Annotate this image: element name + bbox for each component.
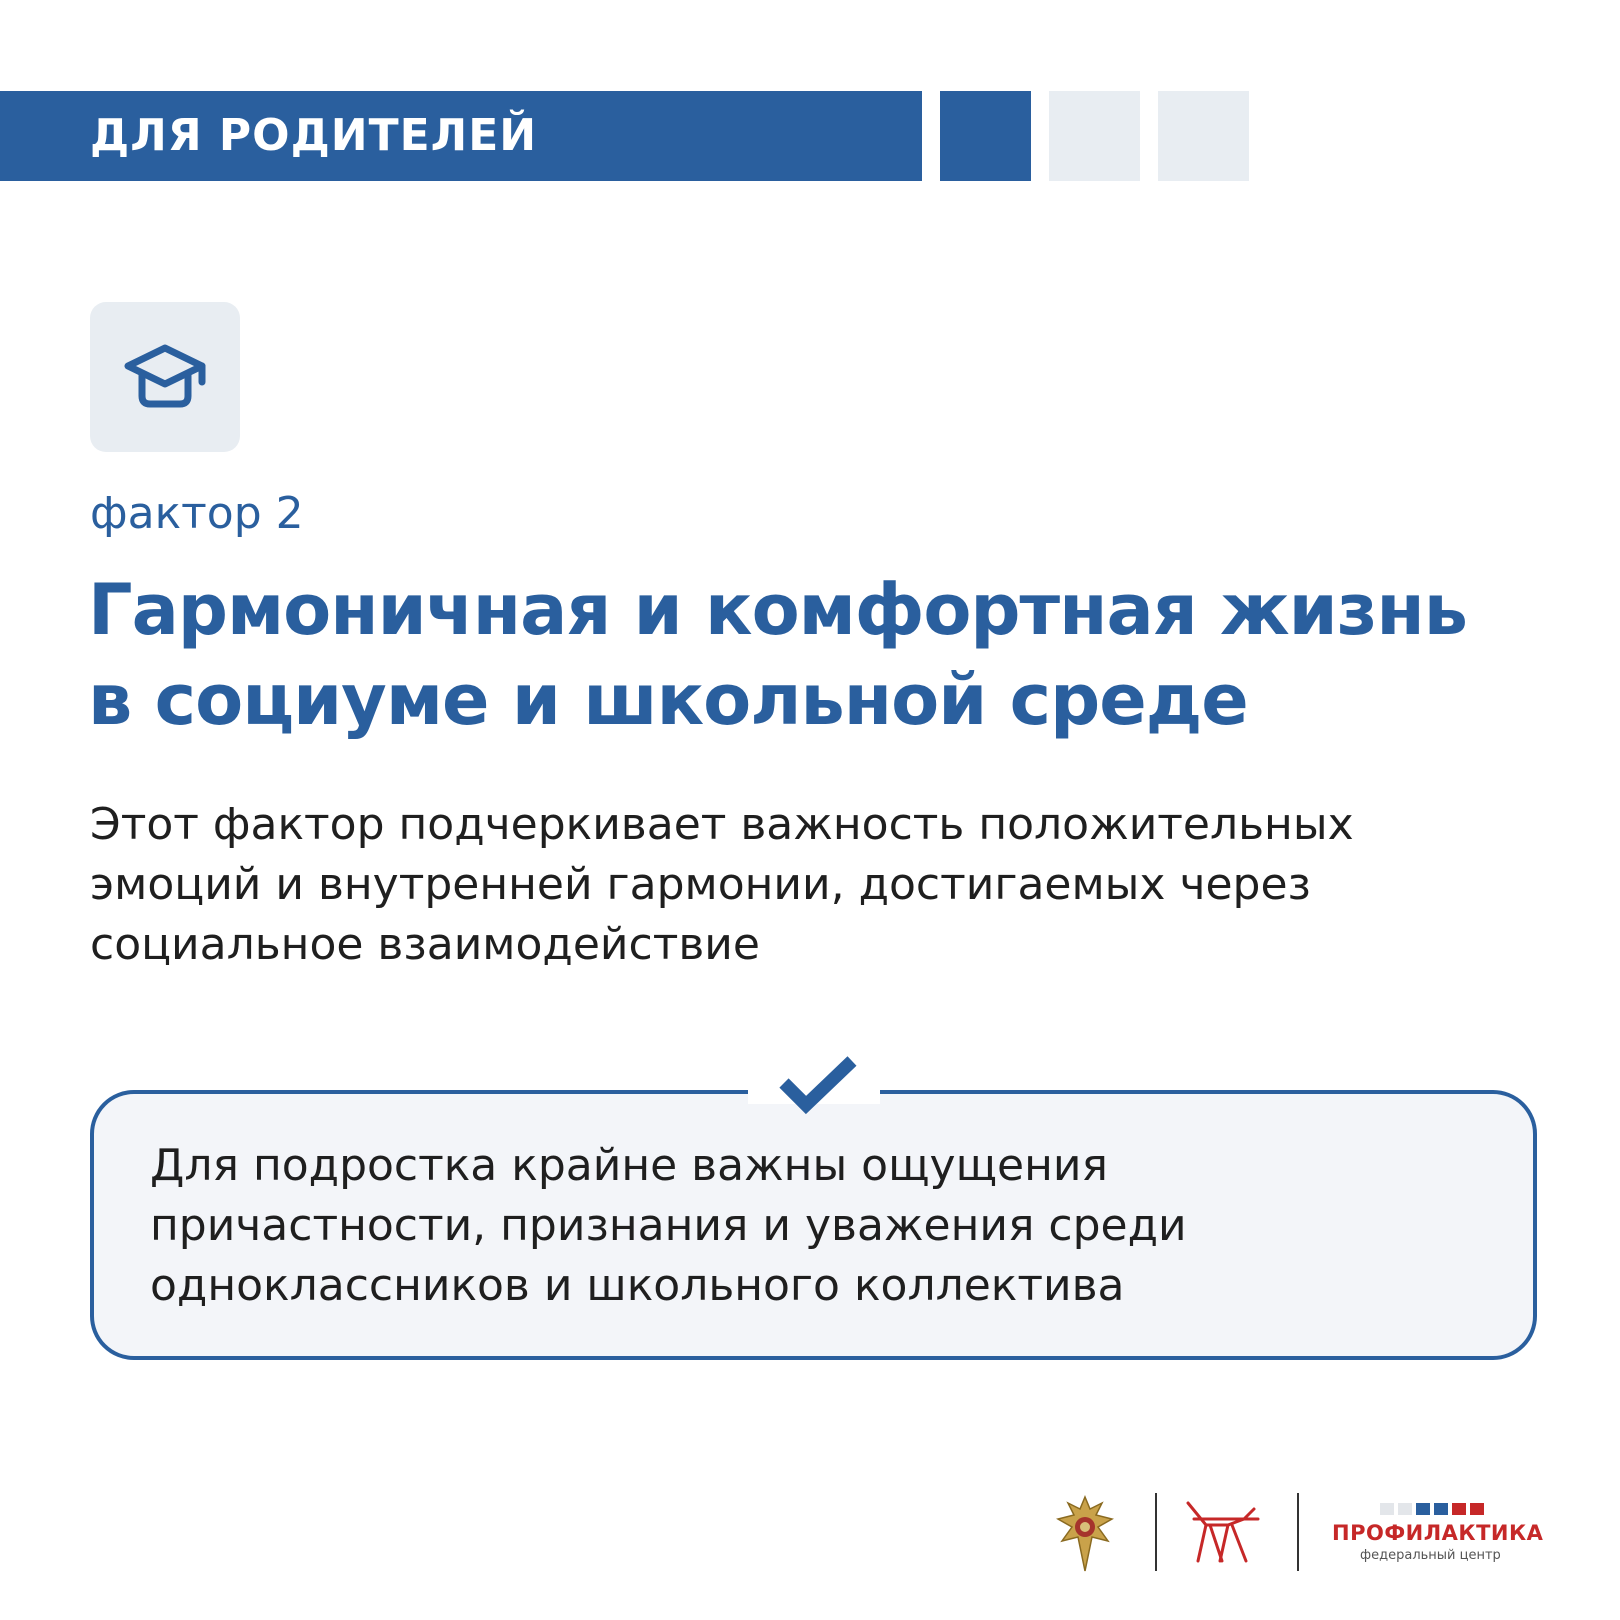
brand-flag-icon [1380, 1503, 1484, 1515]
icon-tile [90, 302, 240, 452]
description-line: социальное взаимодействие [90, 919, 760, 970]
description [90, 795, 1570, 975]
progress-step-2 [1049, 91, 1140, 181]
footer-logos [1050, 1493, 1570, 1578]
header-bar [0, 91, 922, 181]
brand-subtitle: федеральный центр [1360, 1548, 1501, 1563]
callout-text [150, 1136, 1530, 1316]
footer-divider [1155, 1493, 1157, 1571]
callout-line: одноклассников и школьного коллектива [150, 1260, 1125, 1311]
description-line: Этот фактор подчеркивает важность положительных [90, 799, 1354, 850]
main-title [88, 565, 1548, 745]
description-line: эмоций и внутренней гармонии, достигаемых через [90, 859, 1311, 910]
main-title-line: Гармоничная и комфортная жизнь [88, 569, 1468, 651]
callout-line: Для подростка крайне важны ощущения [150, 1140, 1108, 1191]
horse-logo [1184, 1499, 1264, 1569]
factor-label: фактор 2 [90, 488, 304, 539]
progress-step-1 [940, 91, 1031, 181]
header-title: ДЛЯ РОДИТЕЛЕЙ [90, 110, 538, 161]
callout-line: причастности, признания и уважения среди [150, 1200, 1187, 1251]
footer-divider [1297, 1493, 1299, 1571]
emblem-logo [1050, 1495, 1120, 1575]
main-title-line: в социуме и школьной среде [88, 659, 1248, 741]
graduation-cap-icon [124, 342, 206, 414]
checkmark-icon [778, 1053, 858, 1115]
brand-name: ПРОФИЛАКТИКА [1332, 1521, 1544, 1545]
progress-step-3 [1158, 91, 1249, 181]
